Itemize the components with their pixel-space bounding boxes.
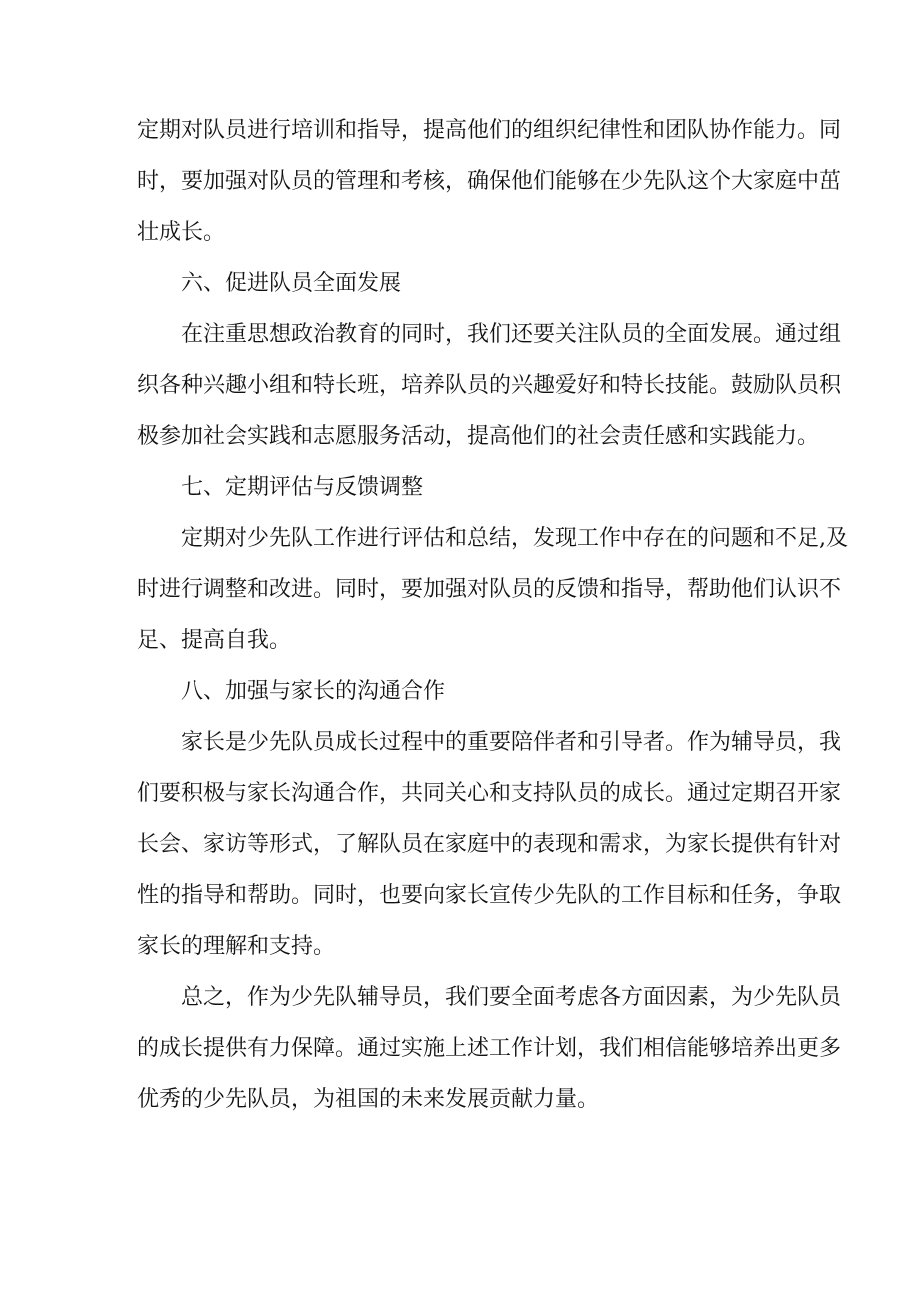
section-heading: 六、促进队员全面发展 bbox=[181, 271, 402, 296]
paragraph-line: 总之，作为少先队辅导员，我们要全面考虑各方面因素，为少先队员 bbox=[181, 985, 842, 1010]
paragraph-line: 时，要加强对队员的管理和考核，确保他们能够在少先队这个大家庭中茁 bbox=[137, 169, 842, 194]
paragraph-line: 极参加社会实践和志愿服务活动，提高他们的社会责任感和实践能力。 bbox=[137, 424, 820, 449]
paragraph-line: 在注重思想政治教育的同时，我们还要关注队员的全面发展。通过组 bbox=[181, 322, 842, 347]
paragraph-line: 定期对队员进行培训和指导，提高他们的组织纪律性和团队协作能力。同 bbox=[137, 118, 842, 143]
paragraph-line: 定期对少先队工作进行评估和总结，发现工作中存在的问题和不足,及 bbox=[181, 526, 848, 551]
paragraph-line: 时进行调整和改进。同时，要加强对队员的反馈和指导，帮助他们认识不 bbox=[137, 577, 842, 602]
paragraph-line: 们要积极与家长沟通合作，共同关心和支持队员的成长。通过定期召开家 bbox=[137, 781, 842, 806]
paragraph-line: 壮成长。 bbox=[137, 220, 226, 245]
paragraph-line: 家长的理解和支持。 bbox=[137, 934, 336, 959]
paragraph-line: 优秀的少先队员，为祖国的未来发展贡献力量。 bbox=[137, 1087, 600, 1112]
paragraph-line: 长会、家访等形式，了解队员在家庭中的表现和需求，为家长提供有针对 bbox=[137, 832, 842, 857]
paragraph-line: 性的指导和帮助。同时，也要向家长宣传少先队的工作目标和任务，争取 bbox=[137, 883, 842, 908]
section-heading: 八、加强与家长的沟通合作 bbox=[181, 679, 446, 704]
paragraph-line: 织各种兴趣小组和特长班，培养队员的兴趣爱好和特长技能。鼓励队员积 bbox=[137, 373, 842, 398]
paragraph-line: 的成长提供有力保障。通过实施上述工作计划，我们相信能够培养出更多 bbox=[137, 1036, 842, 1061]
paragraph-line: 家长是少先队员成长过程中的重要陪伴者和引导者。作为辅导员，我 bbox=[181, 730, 842, 755]
section-heading: 七、定期评估与反馈调整 bbox=[181, 475, 424, 500]
paragraph-line: 足、提高自我。 bbox=[137, 628, 292, 653]
